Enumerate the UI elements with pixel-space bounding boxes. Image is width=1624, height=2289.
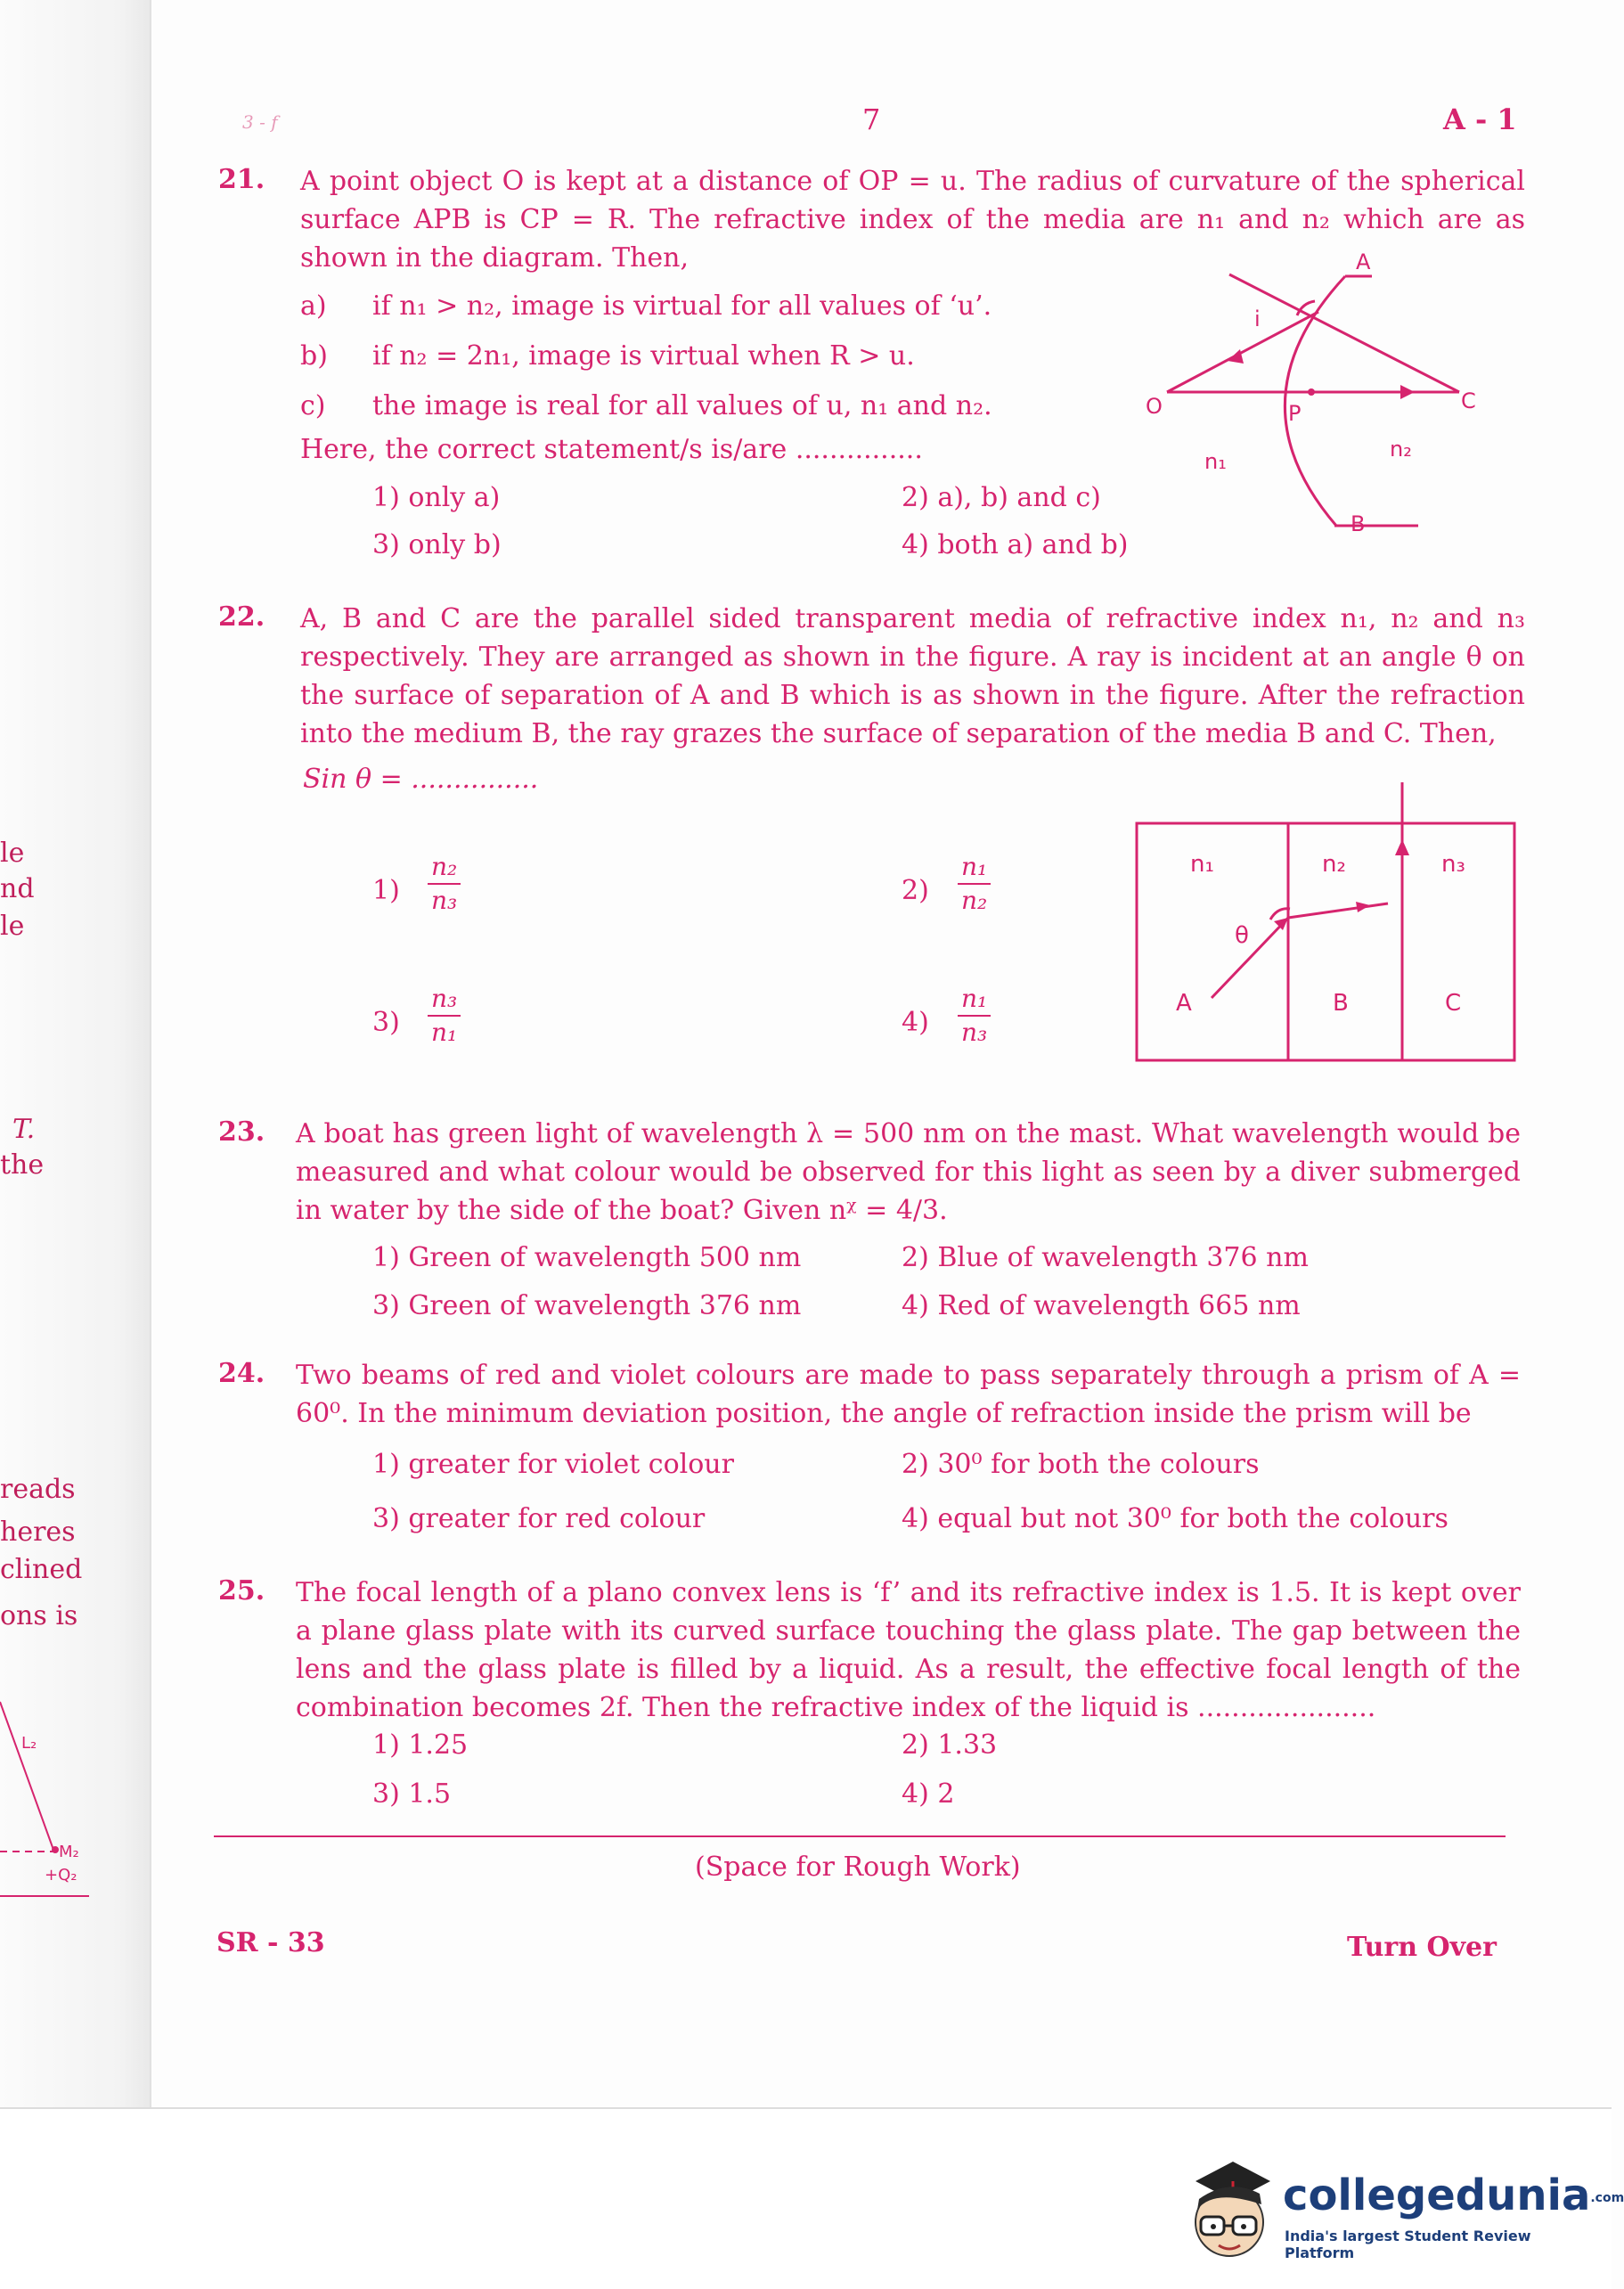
rough-work-divider xyxy=(214,1835,1506,1837)
label-n1: n₁ xyxy=(1190,851,1214,878)
answer-option-fraction[interactable]: $\frac{\text{n₁}}{\text{n₃}}$ xyxy=(958,983,991,1049)
question-text: Two beams of red and violet colours are made to pass separately through a prism of A = 60⁰. In the minimum deviation position, the angle of refraction inside the prism will be xyxy=(296,1360,1521,1429)
answer-option-label[interactable]: 4) xyxy=(902,1007,929,1038)
question-number: 23. xyxy=(218,1116,265,1148)
media-diagram xyxy=(1131,782,1520,1066)
logo-tagline: India's largest Student Review Platform xyxy=(1285,2228,1531,2261)
answer-option[interactable]: 4) both a) and b) xyxy=(902,529,1129,560)
answer-option-label[interactable]: 1) xyxy=(372,875,400,906)
answer-option-label[interactable]: 2) xyxy=(902,875,929,906)
answer-option[interactable]: 2) 1.33 xyxy=(902,1729,998,1761)
answer-option-fraction[interactable]: $\frac{\text{n₁}}{\text{n₂}}$ xyxy=(958,851,991,917)
statement-label: b) xyxy=(300,340,328,372)
margin-fragment: clined xyxy=(0,1554,83,1585)
refracted-ray xyxy=(1288,903,1388,918)
label-i: i xyxy=(1254,307,1261,331)
page-number: 7 xyxy=(862,102,881,136)
set-code: A - 1 xyxy=(1443,102,1517,136)
collegedunia-logo[interactable] xyxy=(1178,2154,1624,2261)
question-number: 24. xyxy=(218,1358,265,1389)
label-o: O xyxy=(1146,394,1163,419)
margin-fragment: heres xyxy=(0,1516,76,1548)
answer-option-fraction[interactable]: $\frac{\text{n₂}}{\text{n₃}}$ xyxy=(428,851,461,917)
answer-option[interactable]: 2) 30⁰ for both the colours xyxy=(902,1449,1260,1480)
answer-option[interactable]: 3) 1.5 xyxy=(372,1778,452,1810)
statement-label: c) xyxy=(300,390,326,421)
question-number: 21. xyxy=(218,164,265,195)
label-n3: n₃ xyxy=(1441,851,1465,878)
answer-option[interactable]: 4) equal but not 30⁰ for both the colours xyxy=(902,1503,1449,1534)
label-b: B xyxy=(1351,511,1366,536)
label-n2: n₂ xyxy=(1390,437,1412,462)
question-text: The focal length of a plano convex lens is ‘f’ and its refractive index is 1.5. It is kept over a plane glass plate with its curved surface touching the glass plate. The gap between the lens and the glass plate is filled by a liquid. As a result, the effective focal length of the combination becomes 2f. Then the refractive index of the liquid is ..................... xyxy=(296,1577,1521,1723)
answer-option[interactable]: 1) 1.25 xyxy=(372,1729,469,1761)
answer-option[interactable]: 3) Green of wavelength 376 nm xyxy=(372,1290,802,1321)
margin-fragment: nd xyxy=(0,873,35,904)
normal-line xyxy=(1229,274,1459,392)
margin-fragment: le xyxy=(0,911,25,942)
answer-option[interactable]: 3) only b) xyxy=(372,529,502,560)
margin-fragment: ons is xyxy=(0,1600,78,1631)
margin-fragment: le xyxy=(0,838,25,869)
answer-option[interactable]: 1) greater for violet colour xyxy=(372,1449,734,1480)
turn-over-label: Turn Over xyxy=(1347,1932,1497,1963)
margin-label: M₂ xyxy=(59,1843,79,1861)
logo-name: collegedunia xyxy=(1283,2170,1591,2220)
rough-work-label: (Space for Rough Work) xyxy=(695,1852,1021,1883)
margin-label: L₂ xyxy=(21,1734,37,1753)
margin-label: +Q₂ xyxy=(45,1866,78,1884)
label-n1: n₁ xyxy=(1204,449,1227,474)
label-a: A xyxy=(1176,990,1192,1017)
incident-ray xyxy=(1212,918,1288,998)
answer-option[interactable]: 3) greater for red colour xyxy=(372,1503,706,1534)
statement-label: a) xyxy=(300,290,327,322)
mascot-icon xyxy=(1178,2154,1276,2261)
answer-option[interactable]: 4) 2 xyxy=(902,1778,955,1810)
answer-option[interactable]: 2) Blue of wavelength 376 nm xyxy=(902,1242,1309,1273)
statement-a: if n₁ > n₂, image is virtual for all values of ‘u’. xyxy=(372,290,992,322)
question-prompt: Sin θ = ............... xyxy=(303,764,539,795)
question-number: 22. xyxy=(218,601,265,633)
margin-diagram-fragment xyxy=(0,1693,98,1925)
question-text: A point object O is kept at a distance of OP = u. The radius of curvature of the spherical surface APB is CP = R. The refractive index of the media are n₁ and n₂ which are as shown in the diagram. Then, xyxy=(300,166,1525,274)
answer-option[interactable]: 1) Green of wavelength 500 nm xyxy=(372,1242,802,1273)
label-c: C xyxy=(1445,990,1462,1017)
label-n2: n₂ xyxy=(1322,851,1346,878)
statement-b: if n₂ = 2n₁, image is virtual when R > u. xyxy=(372,340,915,372)
label-theta: θ xyxy=(1235,922,1249,949)
label-c: C xyxy=(1461,388,1476,413)
question-text: A boat has green light of wavelength λ = 500 nm on the mast. What wavelength would be measured and what colour would be observed for this light as seen by a diver submerged in water by the side of the boat? Given nᵡ = 4/3. xyxy=(296,1118,1521,1226)
answer-option-fraction[interactable]: $\frac{\text{n₃}}{\text{n₁}}$ xyxy=(428,983,461,1049)
answer-option[interactable]: 4) Red of wavelength 665 nm xyxy=(902,1290,1301,1321)
logo-suffix: .com xyxy=(1590,2191,1624,2205)
label-p: P xyxy=(1288,401,1302,426)
margin-fragment: T. xyxy=(12,1114,36,1145)
margin-fragment: the xyxy=(0,1149,45,1181)
answer-option[interactable]: 1) only a) xyxy=(372,482,501,513)
margin-fragment: reads xyxy=(0,1474,76,1505)
paper-code: SR - 33 xyxy=(216,1927,325,1958)
answer-option[interactable]: 2) a), b) and c) xyxy=(902,482,1101,513)
label-a: A xyxy=(1356,249,1371,274)
question-prompt: Here, the correct statement/s is/are ............... xyxy=(300,434,923,465)
label-b: B xyxy=(1333,990,1349,1017)
question-text: A, B and C are the parallel sided transparent media of refractive index n₁, n₂ and n₃ respectively. They are arranged as shown in the figure. A ray is incident at an angle θ on the surface of separation of A and B which is as shown in the figure. After the refraction into the medium B, the ray grazes the surface of separation of the media B and C. Then, xyxy=(300,603,1525,749)
faint-mark: 3 - f xyxy=(242,111,278,133)
refraction-diagram xyxy=(1140,249,1497,544)
answer-option-label[interactable]: 3) xyxy=(372,1007,400,1038)
statement-c: the image is real for all values of u, n₁ and n₂. xyxy=(372,390,992,421)
question-number: 25. xyxy=(218,1575,265,1606)
